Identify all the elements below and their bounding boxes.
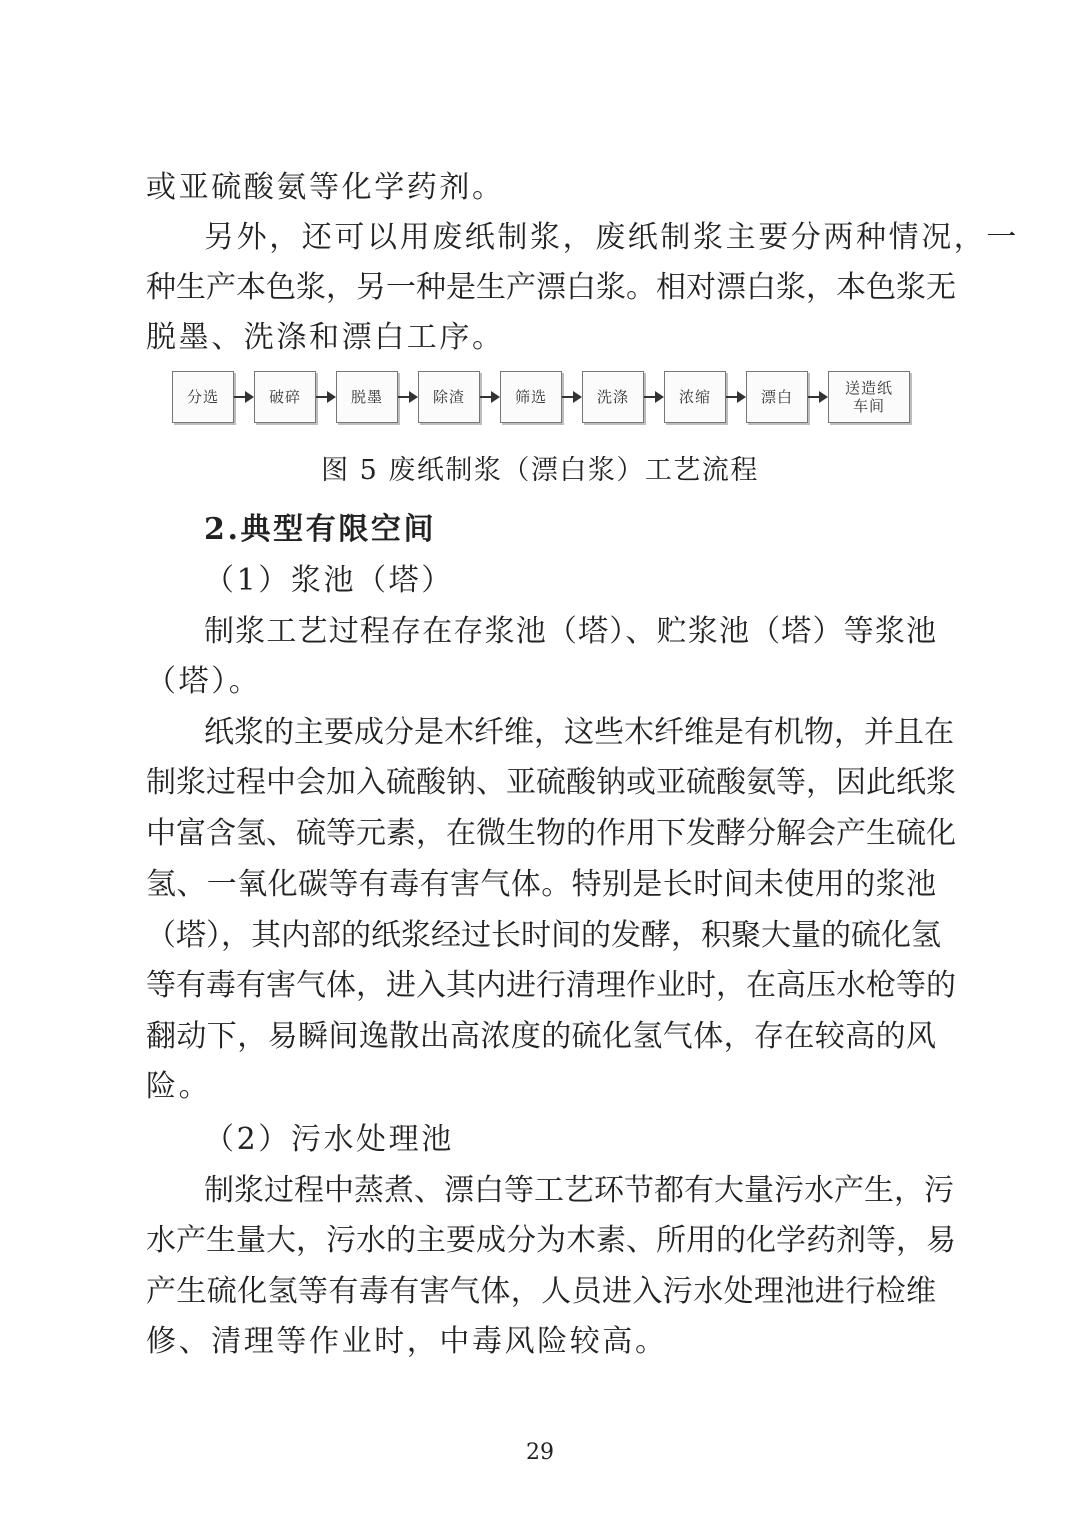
flow-arrow-icon <box>234 396 252 398</box>
text-line: 制浆工艺过程存在存浆池（塔）、贮浆池（塔）等浆池 <box>204 614 936 649</box>
page-number: 29 <box>526 1440 554 1465</box>
flow-step-box: 洗涤 <box>582 371 644 423</box>
text-line: 氢、一氧化碳等有毒有害气体。特别是长时间未使用的浆池 <box>146 867 936 902</box>
flow-step-box: 筛选 <box>500 371 562 423</box>
flow-step-box: 脱墨 <box>336 371 398 423</box>
text-line: 种生产本色浆，另一种是生产漂白浆。相对漂白浆，本色浆无 <box>146 270 956 305</box>
flow-arrow-icon <box>644 396 662 398</box>
process-flow-diagram <box>172 371 912 425</box>
flow-arrow-icon <box>808 396 826 398</box>
subsection-heading: （1）浆池（塔） <box>204 563 454 598</box>
section-heading: 2.典型有限空间 <box>204 512 437 547</box>
flow-arrow-icon <box>726 396 744 398</box>
text-line: 脱墨、洗涤和漂白工序。 <box>146 320 505 355</box>
text-line: 等有毒有害气体，进入其内进行清理作业时，在高压水枪等的 <box>146 968 956 1003</box>
text-line: 制浆过程中蒸煮、漂白等工艺环节都有大量污水产生，污 <box>204 1173 954 1208</box>
text-line: 修、清理等作业时，中毒风险较高。 <box>146 1324 668 1359</box>
text-line: 另外，还可以用废纸制浆，废纸制浆主要分两种情况，一 <box>204 220 1019 255</box>
text-line: 翻动下，易瞬间逸散出高浓度的硫化氢气体，存在较高的风 <box>146 1019 936 1054</box>
text-line: 中富含氢、硫等元素，在微生物的作用下发酵分解会产生硫化 <box>146 816 956 851</box>
text-line: 产生硫化氢等有毒有害气体，人员进入污水处理池进行检维 <box>146 1274 936 1309</box>
flow-step-box: 浓缩 <box>664 371 726 423</box>
flow-step-box: 除渣 <box>418 371 480 423</box>
flow-step-box: 破碎 <box>254 371 316 423</box>
flow-step-box: 分选 <box>172 371 234 423</box>
flow-step-label: 送造纸 <box>844 379 893 397</box>
flow-arrow-icon <box>398 396 416 398</box>
flow-arrow-icon <box>480 396 498 398</box>
text-line: （塔），其内部的纸浆经过长时间的发酵，积聚大量的硫化氢 <box>146 918 941 953</box>
figure-caption: 图 5 废纸制浆（漂白浆）工艺流程 <box>321 455 759 486</box>
subsection-heading: （2）污水处理池 <box>204 1122 454 1157</box>
flow-step-box: 漂白 <box>746 371 808 423</box>
text-line: 制浆过程中会加入硫酸钠、亚硫酸钠或亚硫酸氨等，因此纸浆 <box>146 765 956 800</box>
flow-step-box <box>828 371 910 423</box>
text-line: 纸浆的主要成分是木纤维，这些木纤维是有机物，并且在 <box>204 715 954 750</box>
flow-arrow-icon <box>316 396 334 398</box>
text-line: 或亚硫酸氨等化学药剂。 <box>146 170 505 205</box>
flow-step-label: 车间 <box>852 397 885 415</box>
flow-arrow-icon <box>562 396 580 398</box>
text-line: 险。 <box>146 1069 212 1104</box>
text-line: （塔）。 <box>146 664 262 699</box>
text-line: 水产生量大，污水的主要成分为木素、所用的化学药剂等，易 <box>146 1223 956 1258</box>
